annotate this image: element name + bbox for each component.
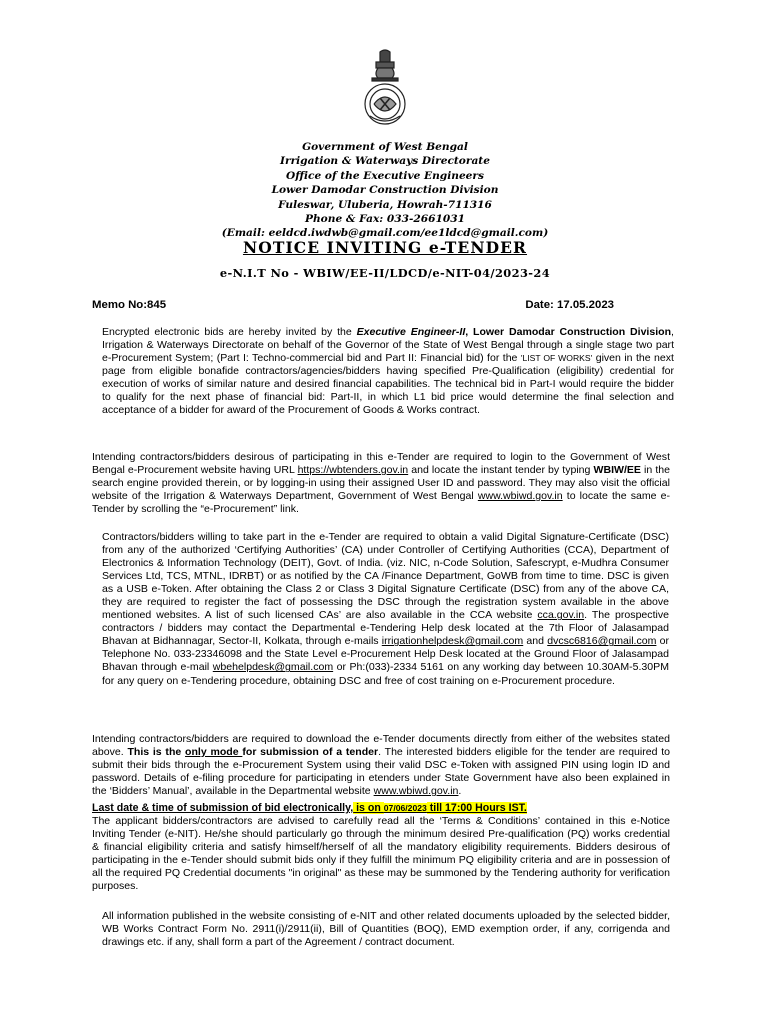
paragraph-invitation: Encrypted electronic bids are hereby invited by the Executive Engineer-II, Lower Damodar Construction Division, Irrigation & Waterways Directorate on behalf of the Governor of the State of West Bengal through a single stage two part e-Procurement System; (Part I: Techno-commercial bid and Part II: Financial bid) for the 'LIST OF WORKS' given in the next page from eligible bonafide contractors/agencies/bidders having specified Pre-Qualification (eligibility) credential for execution of works of similar nature and desired financial capabilities. The technical bid in Part-I would require the bidder to qualify for the next phase of financial bid: Part-II, in which L1 bid price would determine the final selection and acceptance of a bidder for award of the Procurement of Goods & Works contract.	[102, 326, 674, 417]
paragraph-dsc: Contractors/bidders willing to take part in the e-Tender are required to obtain a valid Digital Signature-Certificate (DSC) from any of the authorized ‘Certifying Authorities’ (CA) under Controller of Certifying Authorities (CCA), Department of Electronics & Information Technology (DEIT), Govt. of India. (viz. NIC, n-Code Solution, Safescrypt, e-Mudhra Consumer Services Ltd, TCS, MTNL, IDRBT) or as notified by the CA /Finance Department, GoWB from time to time. DSC is given as a USB e-Token. After obtaining the Class 2 or Class 3 Digital Signature Certificate (DSC) from any of the above CA, they are required to register the fact of possessing the DSC through the registration system available in the above mentioned websites. A list of such licensed CAs’ are also available in the CCA website cca.gov.in. The prospective contractors / bidders may contact the Departmental e-Tendering Help desk located at the 7th Floor of Jalasampad Bhavan at Bidhannagar, Sector-II, Kolkata, through e-mails irrigationhelpdesk@gmail.com and dvcsc6816@gmail.com or Telephone No. 033-23346098 and the State Level e-Procurement Help Desk located at the Ground Floor of Jalasampad Bhavan through e-mail wbehelpdesk@gmail.com or Ph:(033)-2334 5161 on any working day between 10.30AM-5.30PM for any query on e-Tendering procedure, obtaining DSC and free of cost training on e-Procurement procedure.	[102, 531, 669, 687]
wbtenders-link[interactable]: https://wbtenders.gov.in	[297, 464, 409, 477]
header-directorate: Irrigation & Waterways Directorate	[280, 155, 490, 168]
dvcsc-email-link[interactable]: dvcsc6816@gmail.com	[547, 635, 657, 648]
office-header	[0, 140, 770, 241]
government-emblem-icon	[362, 48, 408, 130]
memo-number: Memo No:845	[92, 299, 167, 311]
notice-date: Date: 17.05.2023	[525, 299, 614, 311]
header-office: Office of the Executive Engineers	[286, 169, 484, 182]
wbehelpdesk-email-link[interactable]: wbehelpdesk@gmail.com	[212, 661, 334, 674]
enit-number: e-N.I.T No - WBIW/EE-II/LDCD/e-NIT-04/2023-24	[219, 266, 551, 280]
page-title: NOTICE INVITING e-TENDER	[242, 238, 528, 257]
header-government: Government of West Bengal	[302, 141, 468, 153]
paragraph-terms: The applicant bidders/contractors are advised to carefully read all the ‘Terms & Conditions’ contained in this e-Notice Inviting Tender (e-NIT). He/she should particularly go through the minimum desired Pre-qualification (PQ) works credential & financial eligibility criteria and satisfy himself/herself of all the mandatory eligibility requirements. Bidders desirous of participating in the e-Tender should submit bids only if they fulfill the minimum PQ eligibility criteria and are in possession of all the required PQ Credential documents "in original" as these may be summoned by the Tendering authority for verification purposes.	[92, 815, 670, 893]
last-submission-date: Last date & time of submission of bid electronically, is on 07/06/2023 till 17:00 Hours IST.	[92, 802, 527, 814]
paragraph-information: All information published in the website consisting of e-NIT and other related documents uploaded by the selected bidder, WB Works Contract Form No. 2911(i)/2911(ii), Bill of Quantities (BOQ), EMD exemption order, if any, corrigenda and drawings etc. if any, shall form a part of the Agreement / contract document.	[102, 910, 670, 949]
header-phone: Phone & Fax: 033-2661031	[305, 213, 465, 226]
wbiwd-link[interactable]: www.wbiwd.gov.in	[477, 490, 563, 503]
wbiwd-link-2[interactable]: www.wbiwd.gov.in	[373, 785, 459, 798]
header-address: Fuleswar, Uluberia, Howrah-711316	[278, 198, 492, 211]
paragraph-login: Intending contractors/bidders desirous of participating in this e-Tender are required to login to the Government of West Bengal e-Procurement website having URL https://wbtenders.gov.in and locate the instant tender by typing WBIW/EE in the search engine provided therein, or by logging-in using their assigned User ID and password. They may also visit the official website of the Irrigation & Waterways Department, Government of West Bengal www.wbiwd.gov.in to locate the same e-Tender by scrolling the “e-Procurement” link.	[92, 451, 671, 516]
paragraph-download: Intending contractors/bidders are required to download the e-Tender documents directly from either of the websites stated above. This is the only mode for submission of a tender. The interested bidders eligible for the tender are required to submit their bids through the e-Procurement System using their valid DSC e-Token with assigned PIN using login ID and password. Details of e-filing procedure for participating in etenders under State Government have also been explained in the ‘Bidders’ Manual’, available in the Departmental website www.wbiwd.gov.in.	[92, 733, 670, 798]
cca-link[interactable]: cca.gov.in	[537, 609, 585, 622]
helpdesk-email-link[interactable]: irrigationhelpdesk@gmail.com	[381, 635, 524, 648]
header-email: (Email: eeldcd.iwdwb@gmail.com/ee1ldcd@gmail.com)	[221, 227, 549, 240]
header-division: Lower Damodar Construction Division	[271, 184, 499, 197]
